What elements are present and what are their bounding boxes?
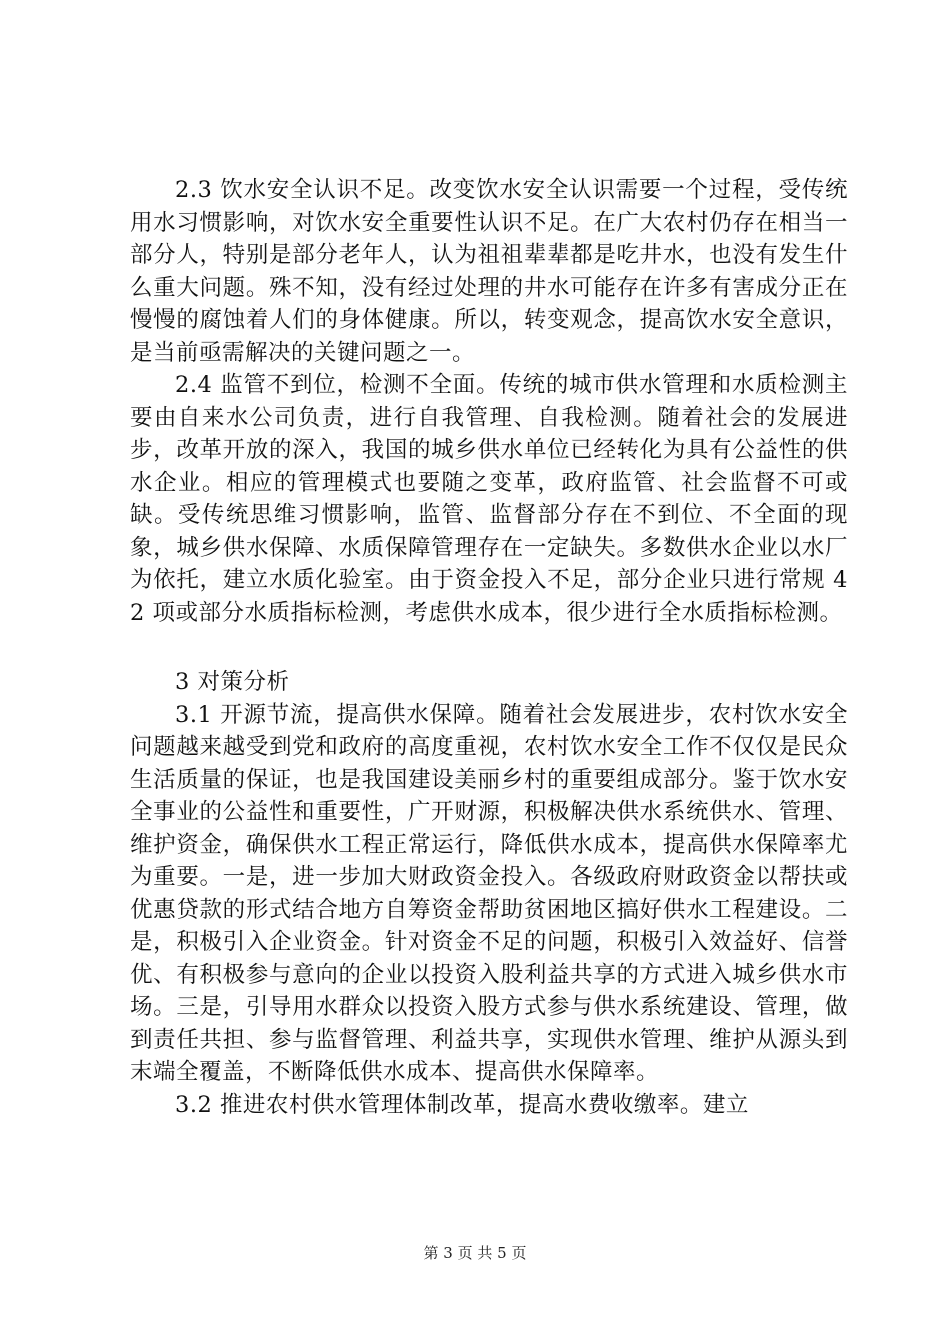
paragraph-2-4: 2.4 监管不到位，检测不全面。传统的城市供水管理和水质检测主要由自来水公司负责，进行自我管理、自我检测。随着社会的发展进步，改革开放的深入，我国的城乡供水单位已经转化为具有公益性的供水企业。相应的管理模式也要随之变革，政府监管、社会监督不可或缺。受传统思维习惯影响，监管、监督部分存在不到位、不全面的现象，城乡供水保障、水质保障管理存在一定缺失。多数供水企业以水厂为依托，建立水质化验室。由于资金投入不足，部分企业只进行常规 42 项或部分水质指标检测，考虑供水成本，很少进行全水质指标检测。	[130, 372, 848, 626]
document-body	[130, 174, 848, 1121]
paragraph-3-2: 3.2 推进农村供水管理体制改革，提高水费收缴率。建立	[175, 1091, 749, 1118]
paragraph-3-1: 3.1 开源节流，提高供水保障。随着社会发展进步，农村饮水安全问题越来越受到党和政府的高度重视，农村饮水安全工作不仅仅是民众生活质量的保证，也是我国建设美丽乡村的重要组成部分。鉴于饮水安全事业的公益性和重要性，广开财源，积极解决供水系统供水、管理、维护资金，确保供水工程正常运行，降低供水成本，提高供水保障率尤为重要。一是，进一步加大财政资金投入。各级政府财政资金以帮扶或优惠贷款的形式结合地方自筹资金帮助贫困地区搞好供水工程建设。二是，积极引入企业资金。针对资金不足的问题，积极引入效益好、信誉优、有积极参与意向的企业以投资入股利益共享的方式进入城乡供水市场。三是，引导用水群众以投资入股方式参与供水系统建设、管理，做到责任共担、参与监督管理、利益共享，实现供水管理、维护从源头到末端全覆盖，不断降低供水成本、提高供水保障率。	[130, 701, 848, 1085]
page-footer: 第 3 页 共 5 页	[423, 1244, 527, 1262]
paragraph-2-3: 2.3 饮水安全认识不足。改变饮水安全认识需要一个过程，受传统用水习惯影响，对饮水安全重要性认识不足。在广大农村仍存在相当一部分人，特别是部分老年人，认为祖祖辈辈都是吃井水，也没有发生什么重大问题。殊不知，没有经过处理的井水可能存在许多有害成分正在慢慢的腐蚀着人们的身体健康。所以，转变观念，提高饮水安全意识，是当前亟需解决的关键问题之一。	[130, 177, 848, 366]
section-heading-3: 3 对策分析	[175, 669, 290, 695]
